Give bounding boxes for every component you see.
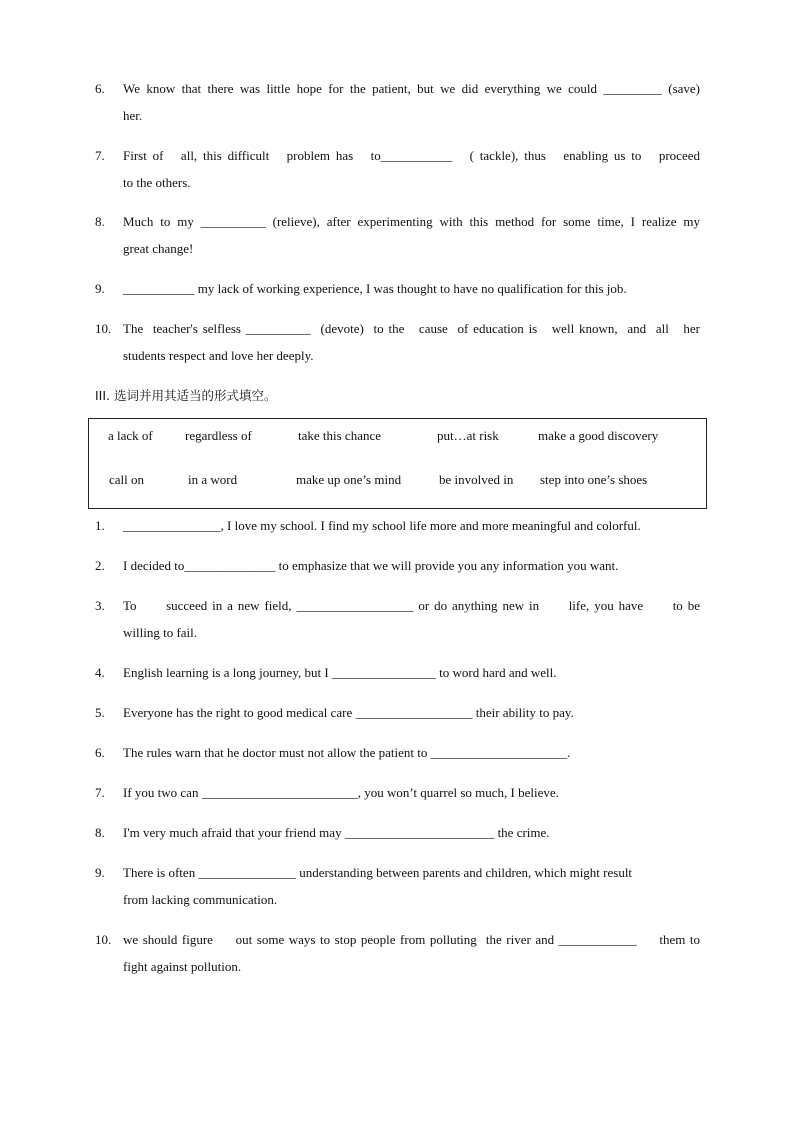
word-option: take this chance (298, 428, 382, 443)
question-text-continued: her. (123, 108, 143, 123)
question-number: 9. (95, 865, 105, 880)
question-text: Much to my __________ (relieve), after experimenting with this method for some time, I realize my (123, 214, 700, 229)
question-text: ___________ my lack of working experience, I was thought to have no qualification for this job. (123, 281, 627, 296)
question-number: 8. (95, 825, 105, 840)
question-text: There is often _______________ understanding between parents and children, which might result (123, 865, 633, 880)
word-option: regardless of (185, 428, 252, 443)
question-text-continued: to the others. (123, 175, 191, 190)
question-text: _______________, I love my school. I find my school life more and more meaningful and colorful. (123, 518, 641, 533)
question-text: Everyone has the right to good medical care __________________ their ability to pay. (123, 705, 574, 720)
question-number: 7. (95, 785, 105, 800)
question-number: 3. (95, 598, 105, 613)
question-number: 5. (95, 705, 105, 720)
word-option: make up one’s mind (296, 472, 402, 487)
question-text: The rules warn that he doctor must not allow the patient to _____________________. (123, 745, 571, 760)
word-option: make a good discovery (538, 428, 659, 443)
question-number: 7. (95, 148, 105, 163)
question-text: To succeed in a new field, __________________ or do anything new in life, you have to be (123, 598, 700, 613)
question-number: 10. (95, 321, 112, 336)
question-text: I'm very much afraid that your friend may _______________________ the crime. (123, 825, 550, 840)
word-bank-box (88, 418, 707, 509)
question-text-continued: fight against pollution. (123, 959, 242, 974)
question-number: 6. (95, 745, 105, 760)
question-text: we should figure out some ways to stop people from polluting the river and ____________ them to (123, 932, 700, 947)
question-text-continued: great change! (123, 241, 194, 256)
section-title: III. 选词并用其适当的形式填空。 (95, 388, 277, 403)
question-number: 1. (95, 518, 105, 533)
question-text: I decided to______________ to emphasize that we will provide you any information you want. (123, 558, 619, 573)
question-text: English learning is a long journey, but I ________________ to word hard and well. (123, 665, 557, 680)
question-number: 10. (95, 932, 112, 947)
question-text-continued: from lacking communication. (123, 892, 278, 907)
question-number: 6. (95, 81, 105, 96)
question-text: First of all, this difficult problem has to___________ ( tackle), thus enabling us to proceed (123, 148, 700, 163)
word-option: be involved in (439, 472, 514, 487)
word-option: put…at risk (437, 428, 499, 443)
question-number: 8. (95, 214, 105, 229)
question-text: The teacher's selfless __________ (devote) to the cause of education is well known, and all her (123, 321, 700, 336)
question-text-continued: students respect and love her deeply. (123, 348, 314, 363)
question-number: 9. (95, 281, 105, 296)
word-option: a lack of (108, 428, 153, 443)
question-number: 2. (95, 558, 105, 573)
word-option: call on (109, 472, 145, 487)
question-text: If you two can ________________________, you won’t quarrel so much, I believe. (123, 785, 559, 800)
word-option: step into one’s shoes (540, 472, 648, 487)
question-text: We know that there was little hope for the patient, but we did everything we could _________ (save) (123, 81, 700, 96)
question-number: 4. (95, 665, 105, 680)
word-option: in a word (188, 472, 238, 487)
question-text-continued: willing to fail. (123, 625, 198, 640)
